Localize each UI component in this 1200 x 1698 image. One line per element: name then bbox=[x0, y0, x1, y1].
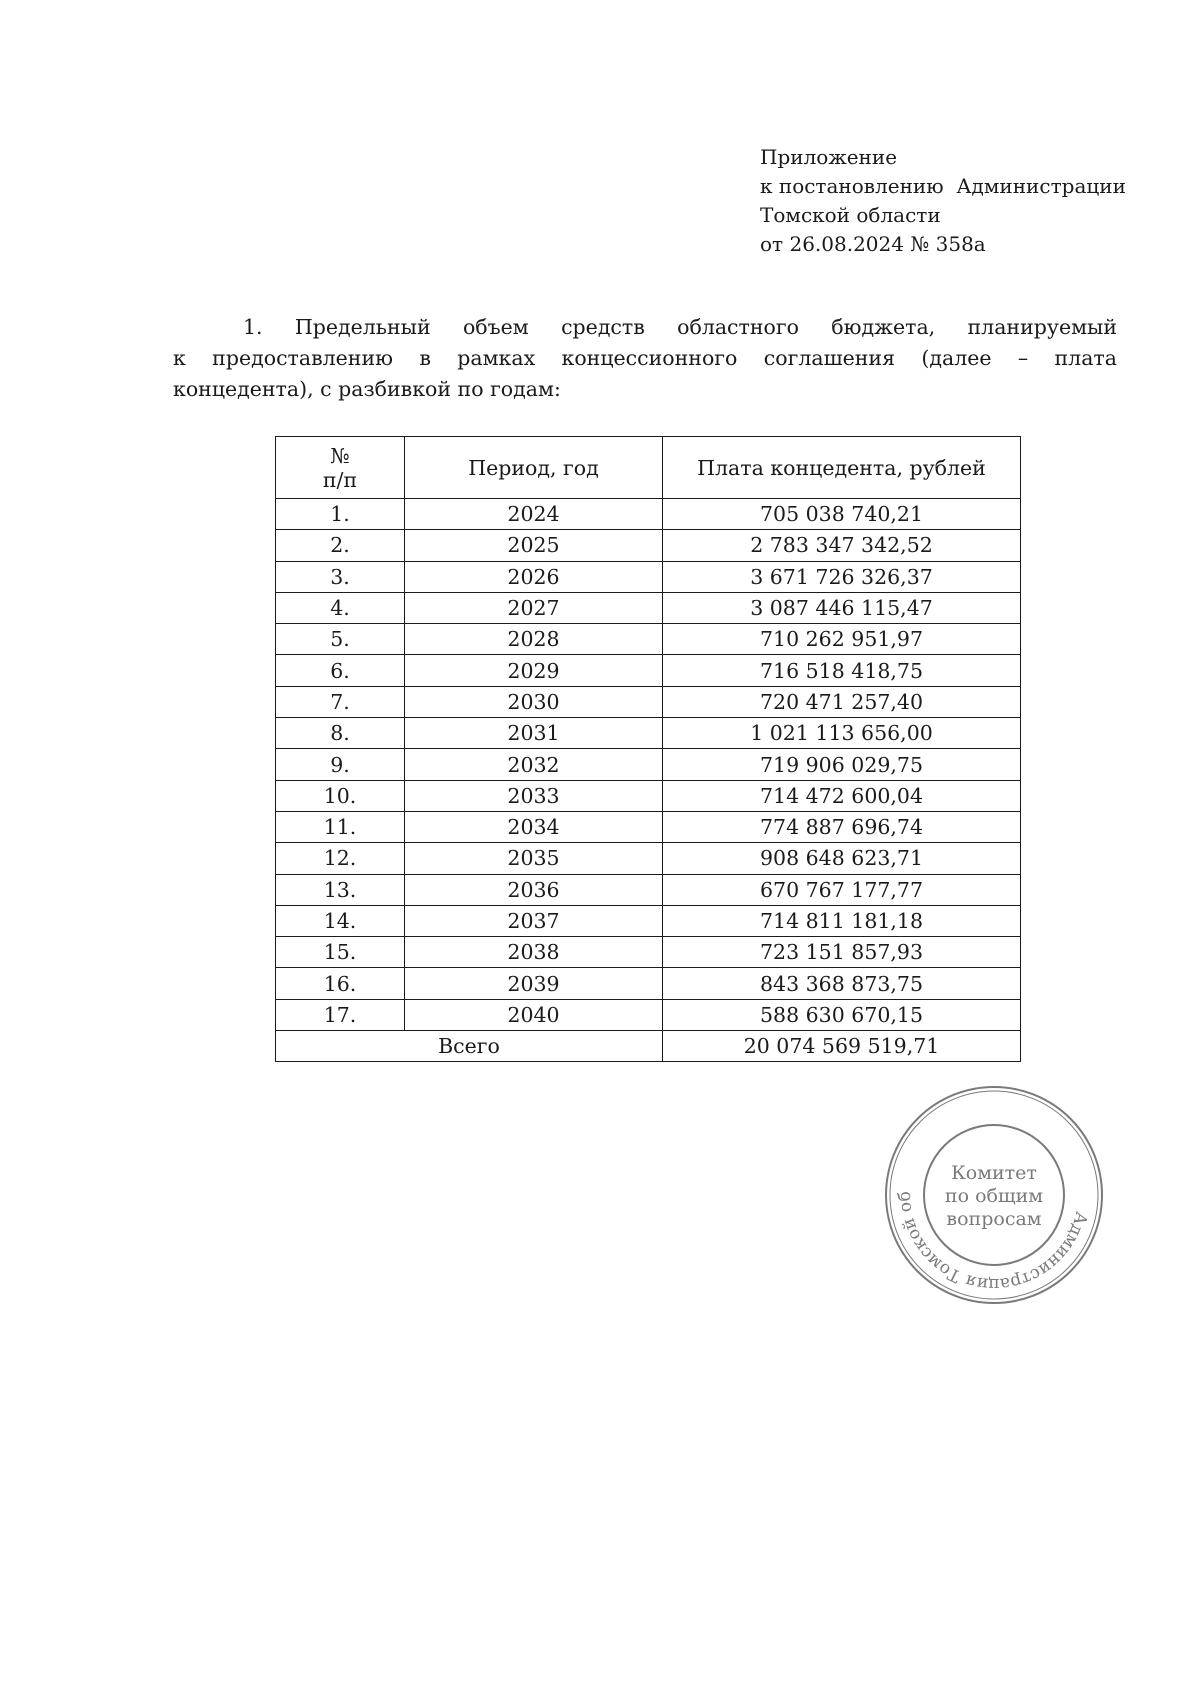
row-amount: 719 906 029,75 bbox=[663, 749, 1021, 780]
row-amount: 843 368 873,75 bbox=[663, 968, 1021, 999]
row-amount: 710 262 951,97 bbox=[663, 624, 1021, 655]
row-amount: 720 471 257,40 bbox=[663, 686, 1021, 717]
total-label: Всего bbox=[276, 1031, 663, 1062]
row-num: 7. bbox=[276, 686, 405, 717]
table-body bbox=[276, 499, 1021, 1031]
seal-ring-text: Администрация Томской об bbox=[894, 1191, 1092, 1295]
table-row bbox=[276, 874, 1021, 905]
table-row bbox=[276, 655, 1021, 686]
row-num: 6. bbox=[276, 655, 405, 686]
table-row bbox=[276, 718, 1021, 749]
header-num: № п/п bbox=[276, 437, 405, 499]
payments-table bbox=[275, 436, 1021, 1062]
row-year: 2025 bbox=[405, 530, 663, 561]
appendix-header bbox=[760, 143, 1126, 259]
row-amount: 588 630 670,15 bbox=[663, 999, 1021, 1030]
row-amount: 3 671 726 326,37 bbox=[663, 561, 1021, 592]
row-num: 3. bbox=[276, 561, 405, 592]
row-num: 16. bbox=[276, 968, 405, 999]
row-num: 11. bbox=[276, 811, 405, 842]
table-row bbox=[276, 530, 1021, 561]
row-num: 4. bbox=[276, 592, 405, 623]
row-num: 12. bbox=[276, 843, 405, 874]
row-amount: 908 648 623,71 bbox=[663, 843, 1021, 874]
table-row bbox=[276, 905, 1021, 936]
row-amount: 2 783 347 342,52 bbox=[663, 530, 1021, 561]
row-year: 2035 bbox=[405, 843, 663, 874]
row-num: 9. bbox=[276, 749, 405, 780]
row-amount: 723 151 857,93 bbox=[663, 937, 1021, 968]
intro-paragraph bbox=[173, 312, 1117, 405]
total-amount: 20 074 569 519,71 bbox=[663, 1031, 1021, 1062]
row-year: 2029 bbox=[405, 655, 663, 686]
table-row bbox=[276, 749, 1021, 780]
row-num: 1. bbox=[276, 499, 405, 530]
appendix-header-line: от 26.08.2024 № 358а bbox=[760, 232, 986, 256]
total-row bbox=[276, 1031, 1021, 1062]
row-year: 2030 bbox=[405, 686, 663, 717]
header-payment: Плата концедента, рублей bbox=[663, 437, 1021, 499]
row-year: 2038 bbox=[405, 937, 663, 968]
row-year: 2032 bbox=[405, 749, 663, 780]
row-year: 2031 bbox=[405, 718, 663, 749]
row-num: 17. bbox=[276, 999, 405, 1030]
row-num: 8. bbox=[276, 718, 405, 749]
row-year: 2036 bbox=[405, 874, 663, 905]
table-row bbox=[276, 843, 1021, 874]
table-row bbox=[276, 780, 1021, 811]
row-year: 2026 bbox=[405, 561, 663, 592]
row-num: 13. bbox=[276, 874, 405, 905]
row-amount: 716 518 418,75 bbox=[663, 655, 1021, 686]
seal-center-line: по общим bbox=[944, 1185, 1044, 1207]
row-num: 15. bbox=[276, 937, 405, 968]
row-year: 2024 bbox=[405, 499, 663, 530]
official-seal-stamp bbox=[880, 1083, 1108, 1307]
row-amount: 3 087 446 115,47 bbox=[663, 592, 1021, 623]
table-row bbox=[276, 624, 1021, 655]
row-year: 2034 bbox=[405, 811, 663, 842]
header-period: Период, год bbox=[405, 437, 663, 499]
row-amount: 1 021 113 656,00 bbox=[663, 718, 1021, 749]
intro-line: к предоставлению в рамках концессионного соглашения (далее – плата bbox=[173, 346, 1117, 370]
table-row bbox=[276, 937, 1021, 968]
table-row bbox=[276, 686, 1021, 717]
row-year: 2028 bbox=[405, 624, 663, 655]
row-amount: 774 887 696,74 bbox=[663, 811, 1021, 842]
table-row bbox=[276, 968, 1021, 999]
row-num: 2. bbox=[276, 530, 405, 561]
row-num: 14. bbox=[276, 905, 405, 936]
intro-line: концедента), с разбивкой по годам: bbox=[173, 377, 561, 401]
row-year: 2033 bbox=[405, 780, 663, 811]
seal-center-line: Комитет bbox=[951, 1162, 1037, 1184]
appendix-header-line: Приложение bbox=[760, 145, 898, 169]
table-row bbox=[276, 561, 1021, 592]
seal-icon bbox=[880, 1083, 1108, 1307]
intro-line: 1. Предельный объем средств областного бюджета, планируемый bbox=[243, 315, 1117, 339]
table-row bbox=[276, 999, 1021, 1030]
row-year: 2040 bbox=[405, 999, 663, 1030]
appendix-header-line: к постановлению Администрации bbox=[760, 174, 1126, 198]
row-amount: 670 767 177,77 bbox=[663, 874, 1021, 905]
table-row bbox=[276, 811, 1021, 842]
table-row bbox=[276, 592, 1021, 623]
row-year: 2039 bbox=[405, 968, 663, 999]
row-amount: 705 038 740,21 bbox=[663, 499, 1021, 530]
table-header-row bbox=[276, 437, 1021, 499]
seal-center-line: вопросам bbox=[946, 1208, 1042, 1230]
row-amount: 714 472 600,04 bbox=[663, 780, 1021, 811]
row-num: 10. bbox=[276, 780, 405, 811]
row-year: 2027 bbox=[405, 592, 663, 623]
row-amount: 714 811 181,18 bbox=[663, 905, 1021, 936]
row-year: 2037 bbox=[405, 905, 663, 936]
row-num: 5. bbox=[276, 624, 405, 655]
table-row bbox=[276, 499, 1021, 530]
appendix-header-line: Томской области bbox=[760, 203, 941, 227]
